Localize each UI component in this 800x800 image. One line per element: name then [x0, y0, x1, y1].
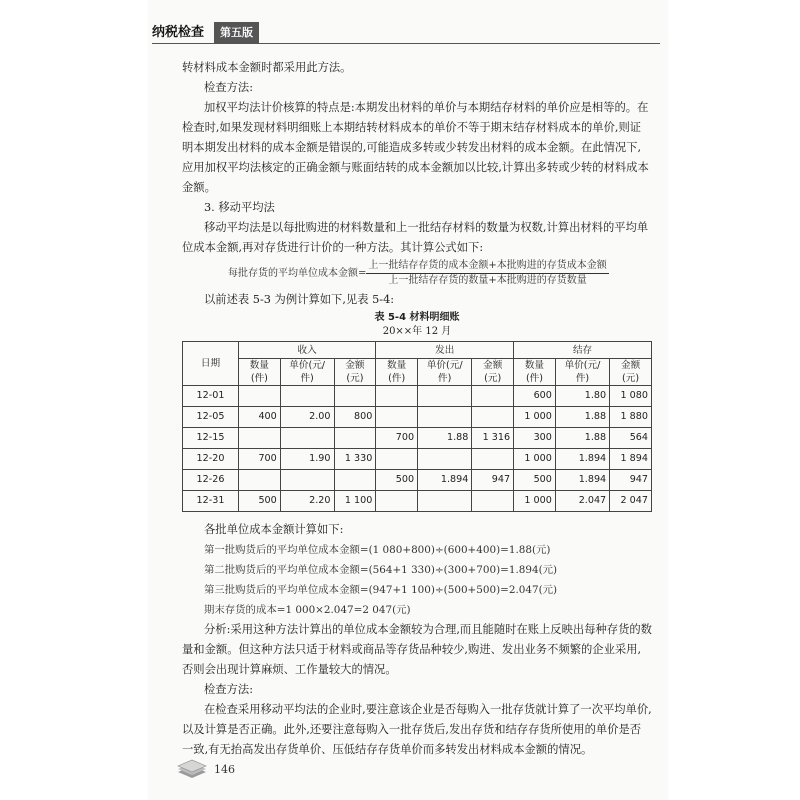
cell-date: 12-20 [183, 449, 239, 470]
column-header-price: 单价(元/件) [280, 359, 334, 386]
table-cell [334, 386, 376, 407]
table-cell: 564 [610, 428, 652, 449]
table-cell: 2.047 [555, 491, 609, 512]
table-cell [239, 428, 281, 449]
book-stack-icon [176, 758, 208, 780]
book-title: 纳税检查 [152, 25, 205, 40]
table-cell: 1.80 [555, 386, 609, 407]
table-cell: 1 000 [514, 407, 556, 428]
table-cell [418, 491, 472, 512]
table-cell: 700 [239, 449, 281, 470]
table-cell: 1 880 [610, 407, 652, 428]
table-cell: 2.20 [280, 491, 334, 512]
table-cell: 700 [376, 428, 418, 449]
table-cell [472, 491, 514, 512]
paragraph: 各批单位成本金额计算如下: [204, 523, 344, 536]
table-cell [376, 407, 418, 428]
table-cell: 1 316 [472, 428, 514, 449]
group-header-balance: 结存 [514, 342, 652, 359]
column-header-date: 日期 [183, 342, 239, 386]
table-cell: 1.894 [555, 470, 609, 491]
table-cell: 1 100 [334, 491, 376, 512]
table-cell [239, 470, 281, 491]
table-row [183, 428, 652, 449]
formula-numerator: 上一批结存存货的成本金额+本批购进的存货成本金额 [366, 259, 608, 274]
table-cell [376, 449, 418, 470]
paragraph: 检查方法: [204, 81, 253, 94]
calculation-line: 第二批购货后的平均单位成本金额=(564+1 330)÷(300+700)=1.894(元) [204, 564, 558, 576]
table-cell: 2 047 [610, 491, 652, 512]
calculation-line: 期末存货的成本=1 000×2.047=2 047(元) [204, 604, 411, 616]
column-header-qty: 数量(件) [514, 359, 556, 386]
table-cell: 400 [239, 407, 281, 428]
column-header-amount: 金额(元) [334, 359, 376, 386]
table-cell: 1.894 [418, 470, 472, 491]
edition-badge: 第五版 [214, 22, 259, 43]
table-cell: 1.88 [418, 428, 472, 449]
table-cell: 1 000 [514, 491, 556, 512]
calculation-line: 第一批购货后的平均单位成本金额=(1 080+800)÷(600+400)=1.88(元) [204, 544, 551, 556]
table-row [183, 491, 652, 512]
table-subtitle: 20××年 12 月 [382, 326, 452, 337]
table-row [183, 407, 652, 428]
table-cell: 1 000 [514, 449, 556, 470]
cell-date: 12-15 [183, 428, 239, 449]
page-number: 146 [214, 762, 235, 776]
page-body [182, 58, 652, 760]
table-row [183, 386, 652, 407]
table-row [183, 449, 652, 470]
cell-date: 12-26 [183, 470, 239, 491]
table-cell [472, 386, 514, 407]
table-cell: 1.90 [280, 449, 334, 470]
column-header-amount: 金额(元) [472, 359, 514, 386]
table-cell: 500 [239, 491, 281, 512]
table-cell [418, 386, 472, 407]
paragraph: 以前述表 5-3 为例计算如下,见表 5-4: [204, 293, 395, 306]
formula [228, 259, 652, 288]
page-footer [176, 758, 235, 780]
group-header-issue: 发出 [376, 342, 514, 359]
column-header-price: 单价(元/件) [555, 359, 609, 386]
table-cell: 1.88 [555, 428, 609, 449]
table-cell: 600 [514, 386, 556, 407]
running-header [152, 20, 660, 44]
table-row [183, 470, 652, 491]
cell-date: 12-01 [183, 386, 239, 407]
table-cell [472, 407, 514, 428]
table-cell: 2.00 [280, 407, 334, 428]
column-header-amount: 金额(元) [610, 359, 652, 386]
formula-lhs: 每批存货的平均单位成本金额= [228, 267, 367, 279]
table-cell: 1.88 [555, 407, 609, 428]
table-cell [334, 428, 376, 449]
paragraph: 分析:采用这种方法计算出的单位成本金额较为合理,而且能随时在账上反映出每种存货的数量和金额。但这种方法只适于材料或商品等存货品种较少,购进、发出业务不频繁的企业采用,否则会出现计算麻烦、工作量较大的情况。 [182, 623, 652, 676]
table-cell: 947 [610, 470, 652, 491]
paragraph: 移动平均法是以每批购进的材料数量和上一批结存材料的数量为权数,计算出材料的平均单位成本金额,再对存货进行计价的一种方法。其计算公式如下: [182, 221, 649, 254]
table-cell [280, 428, 334, 449]
paragraph: 在检查采用移动平均法的企业时,要注意该企业是否每购入一批存货就计算了一次平均单价,以及计算是否正确。此外,还要注意每购入一批存货后,发出存货和结存存货所使用的单价是否一致,有无抬高发出存货单价、压低结存存货单价而多转发出材料成本金额的情况。 [182, 703, 652, 756]
table-cell [280, 386, 334, 407]
column-header-price: 单价(元/件) [418, 359, 472, 386]
table-title: 表 5-4 材料明细账 [374, 312, 460, 323]
formula-fraction [366, 259, 608, 288]
calculation-line: 第三批购货后的平均单位成本金额=(947+1 100)÷(500+500)=2.047(元) [204, 584, 558, 596]
table-cell: 1 894 [610, 449, 652, 470]
table-cell [334, 470, 376, 491]
table-cell [280, 470, 334, 491]
table-cell [472, 449, 514, 470]
table-cell [239, 386, 281, 407]
cell-date: 12-31 [183, 491, 239, 512]
table-cell: 1 330 [334, 449, 376, 470]
paragraph: 转材料成本金额时都采用此方法。 [182, 61, 352, 74]
table-cell [418, 449, 472, 470]
table-cell: 300 [514, 428, 556, 449]
cell-date: 12-05 [183, 407, 239, 428]
group-header-income: 收入 [239, 342, 376, 359]
table-cell [376, 386, 418, 407]
table-cell: 947 [472, 470, 514, 491]
table-cell [376, 491, 418, 512]
table-cell: 500 [376, 470, 418, 491]
table-cell: 1.894 [555, 449, 609, 470]
paragraph: 加权平均法计价核算的特点是:本期发出材料的单价与本期结存材料的单价应是相等的。在检查时,如果发现材料明细账上本期结转材料成本的单价不等于期末结存材料成本的单价,则证明本期发出材料的成本金额是错误的,可能造成多转或少转发出材料的成本金额。在此情况下,应用加权平均法核定的正确金额与账面结转的成本金额加以比较,计算出多转或少转的材料成本金额。 [182, 101, 649, 194]
column-header-qty: 数量(件) [376, 359, 418, 386]
section-heading: 3. 移动平均法 [204, 201, 275, 214]
table-cell: 1 080 [610, 386, 652, 407]
ledger-table [182, 341, 652, 512]
table-cell: 800 [334, 407, 376, 428]
table-cell: 500 [514, 470, 556, 491]
table-cell [418, 407, 472, 428]
column-header-qty: 数量(件) [239, 359, 281, 386]
formula-denominator: 上一批结存存货的数量+本批购进的存货数量 [388, 275, 587, 286]
paragraph: 检查方法: [204, 683, 253, 696]
